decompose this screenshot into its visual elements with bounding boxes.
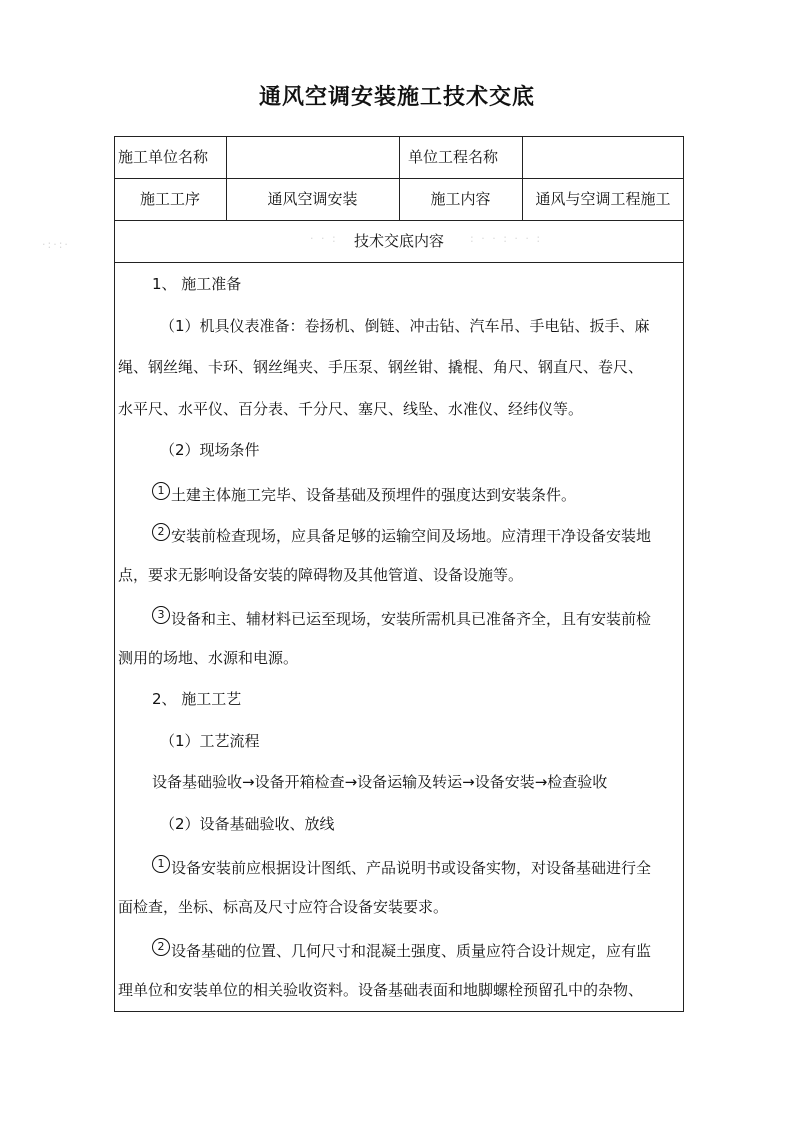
content-line-text: （2）现场条件 bbox=[160, 441, 260, 459]
content-line-text: 水平尺、水平仪、百分表、千分尺、塞尺、线坠、水准仪、经纬仪等。 bbox=[118, 399, 584, 418]
content-line bbox=[152, 772, 607, 792]
content-line-text: 点，要求无影响设备安装的障碍物及其他管道、设备设施等。 bbox=[118, 565, 524, 584]
content-line-text: 绳、钢丝绳、卡环、钢丝绳夹、手压泵、钢丝钳、撬棍、角尺、钢直尺、卷尺、 bbox=[118, 358, 644, 376]
content-line bbox=[118, 357, 643, 377]
document-title: 通风空调安装施工技术交底 bbox=[258, 84, 535, 110]
content-line bbox=[160, 316, 650, 336]
section-heading: 技术交底内容 bbox=[353, 232, 444, 250]
scan-artifact: · · : bbox=[310, 232, 338, 245]
circled-number: 2 bbox=[152, 938, 170, 956]
content-line bbox=[152, 606, 651, 629]
content-line-text: 1、 施工准备 bbox=[152, 275, 242, 293]
content-line bbox=[118, 565, 523, 585]
content-line-text: 测用的场地、水源和电源。 bbox=[118, 648, 299, 667]
content-line bbox=[152, 855, 651, 878]
unit-name-label: 施工单位名称 bbox=[118, 148, 209, 166]
content-line-text: （1）机具仪表准备：卷扬机、倒链、冲击钻、汽车吊、手电钻、扳手、麻 bbox=[160, 316, 650, 335]
circled-number: 3 bbox=[152, 606, 170, 624]
project-name-label: 单位工程名称 bbox=[408, 148, 499, 166]
table-divider bbox=[114, 262, 684, 263]
content-line bbox=[118, 648, 298, 668]
content-line-text: 理单位和安装单位的相关验收资料。设备基础表面和地脚螺栓预留孔中的杂物、 bbox=[118, 980, 644, 999]
circled-number: 2 bbox=[152, 523, 170, 541]
process-label: 施工工序 bbox=[139, 190, 200, 208]
content-line bbox=[152, 523, 651, 546]
content-line-text: 设备和主、辅材料已运至现场，安装所需机具已准备齐全，且有安装前检 bbox=[171, 610, 652, 628]
content-line bbox=[160, 731, 260, 751]
scan-artifact: : · · : · · : bbox=[470, 232, 543, 245]
circled-number: 1 bbox=[152, 855, 170, 873]
content-line bbox=[152, 938, 651, 961]
content-line bbox=[152, 689, 241, 709]
content-line bbox=[152, 482, 576, 505]
scan-artifact: ·:·:· bbox=[42, 238, 70, 251]
content-line bbox=[118, 399, 583, 419]
content-line-text: 安装前检查现场，应具备足够的运输空间及场地。应清理干净设备安装地 bbox=[171, 527, 652, 545]
content-line-text: 土建主体施工完毕、设备基础及预埋件的强度达到安装条件。 bbox=[171, 485, 577, 504]
content-label: 施工内容 bbox=[430, 190, 491, 208]
process-value: 通风空调安装 bbox=[267, 190, 358, 208]
content-line-text: 设备基础验收→设备开箱检查→设备运输及转运→设备安装→检查验收 bbox=[152, 773, 608, 791]
content-line bbox=[160, 814, 335, 834]
content-line bbox=[152, 274, 241, 294]
content-line-text: （2）设备基础验收、放线 bbox=[160, 814, 335, 833]
content-line-text: 设备安装前应根据设计图纸、产品说明书或设备实物，对设备基础进行全 bbox=[171, 859, 652, 877]
table-divider bbox=[114, 220, 684, 221]
content-line-text: （1）工艺流程 bbox=[160, 731, 260, 750]
content-line-text: 面检查，坐标、标高及尺寸应符合设备安装要求。 bbox=[118, 897, 449, 916]
content-value: 通风与空调工程施工 bbox=[535, 190, 671, 208]
content-line-text: 设备基础的位置、几何尺寸和混凝土强度、质量应符合设计规定，应有监 bbox=[171, 942, 652, 960]
content-line bbox=[118, 980, 643, 1000]
content-line bbox=[118, 897, 448, 917]
content-line bbox=[160, 440, 260, 460]
circled-number: 1 bbox=[152, 482, 170, 500]
content-line-text: 2、 施工工艺 bbox=[152, 690, 242, 708]
